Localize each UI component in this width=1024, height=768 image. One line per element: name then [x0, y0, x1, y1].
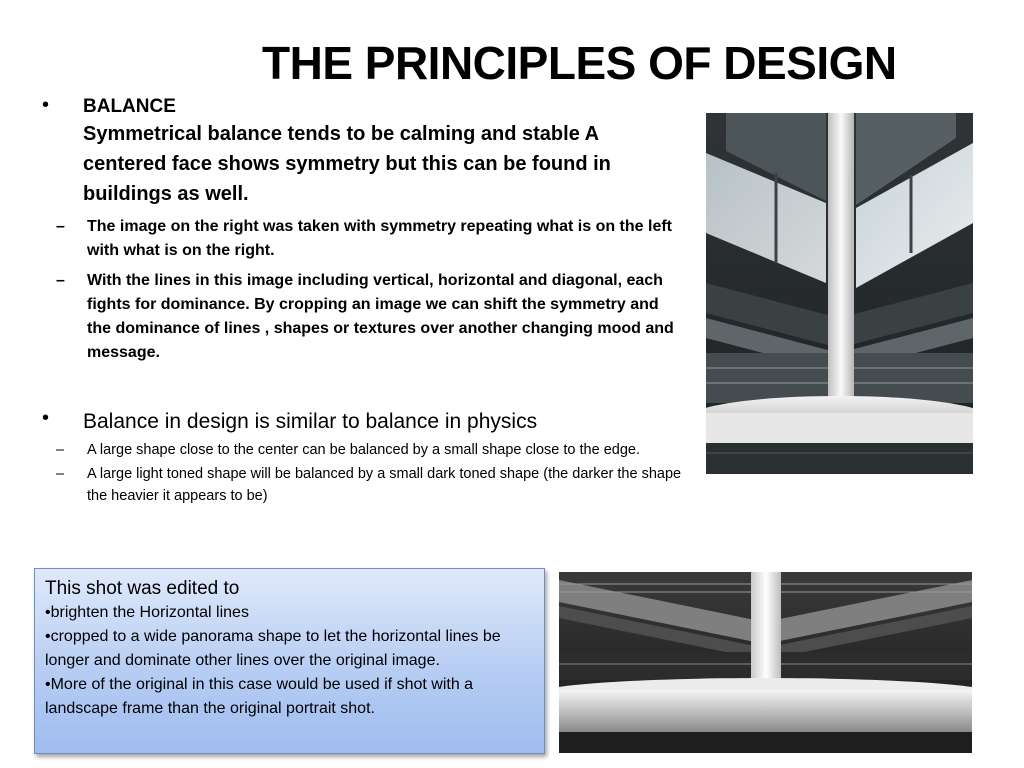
sub-bullet: [42, 439, 682, 461]
panorama-photo-edited: [559, 572, 972, 753]
bullet-physics: [42, 407, 682, 437]
sub-bullet: [42, 215, 682, 263]
balance-text: Symmetrical balance tends to be calming and stable A centered face shows symmetry but this can be found in buildings as well.: [83, 123, 611, 205]
balance-subpoints: [42, 215, 682, 365]
bullet-balance: [42, 94, 682, 209]
callout-line: •More of the original in this case would be used if shot with a landscape frame than the original portrait shot.: [45, 676, 474, 717]
physics-text: Balance in design is similar to balance in physics: [83, 410, 538, 433]
slide-title: THE PRINCIPLES OF DESIGN: [262, 37, 897, 89]
slide-content: [42, 94, 682, 507]
sub-bullet: [42, 463, 682, 507]
bullet-glyph: •: [42, 407, 50, 429]
dash-glyph: –: [56, 466, 65, 482]
dash-glyph: –: [56, 272, 65, 289]
edit-notes-callout: [34, 568, 545, 754]
dash-glyph: –: [56, 442, 65, 458]
dash-glyph: –: [56, 218, 65, 235]
sub-bullet-text: With the lines in this image including vertical, horizontal and diagonal, each fights for dominance. By cropping an image we can shift the symmetry and the dominance of lines , shapes or textures over another changing mood and message.: [87, 272, 674, 361]
callout-heading: This shot was edited to: [45, 578, 240, 599]
sub-bullet-text: The image on the right was taken with symmetry repeating what is on the left with what is on the right.: [87, 218, 672, 259]
sub-bullet-text: A large shape close to the center can be balanced by a small shape close to the edge.: [87, 442, 640, 458]
sub-bullet-text: A large light toned shape will be balanced by a small dark toned shape (the darker the shape the heavier it appears to be): [87, 466, 682, 504]
balance-heading: BALANCE: [83, 96, 176, 117]
physics-subpoints: [42, 439, 682, 507]
sub-bullet: [42, 269, 682, 365]
callout-line: •brighten the Horizontal lines: [45, 604, 249, 621]
symmetry-photo-portrait: [706, 113, 973, 474]
callout-line: •cropped to a wide panorama shape to let the horizontal lines be longer and dominate other lines over the original image.: [45, 628, 501, 669]
bullet-glyph: •: [42, 94, 50, 116]
